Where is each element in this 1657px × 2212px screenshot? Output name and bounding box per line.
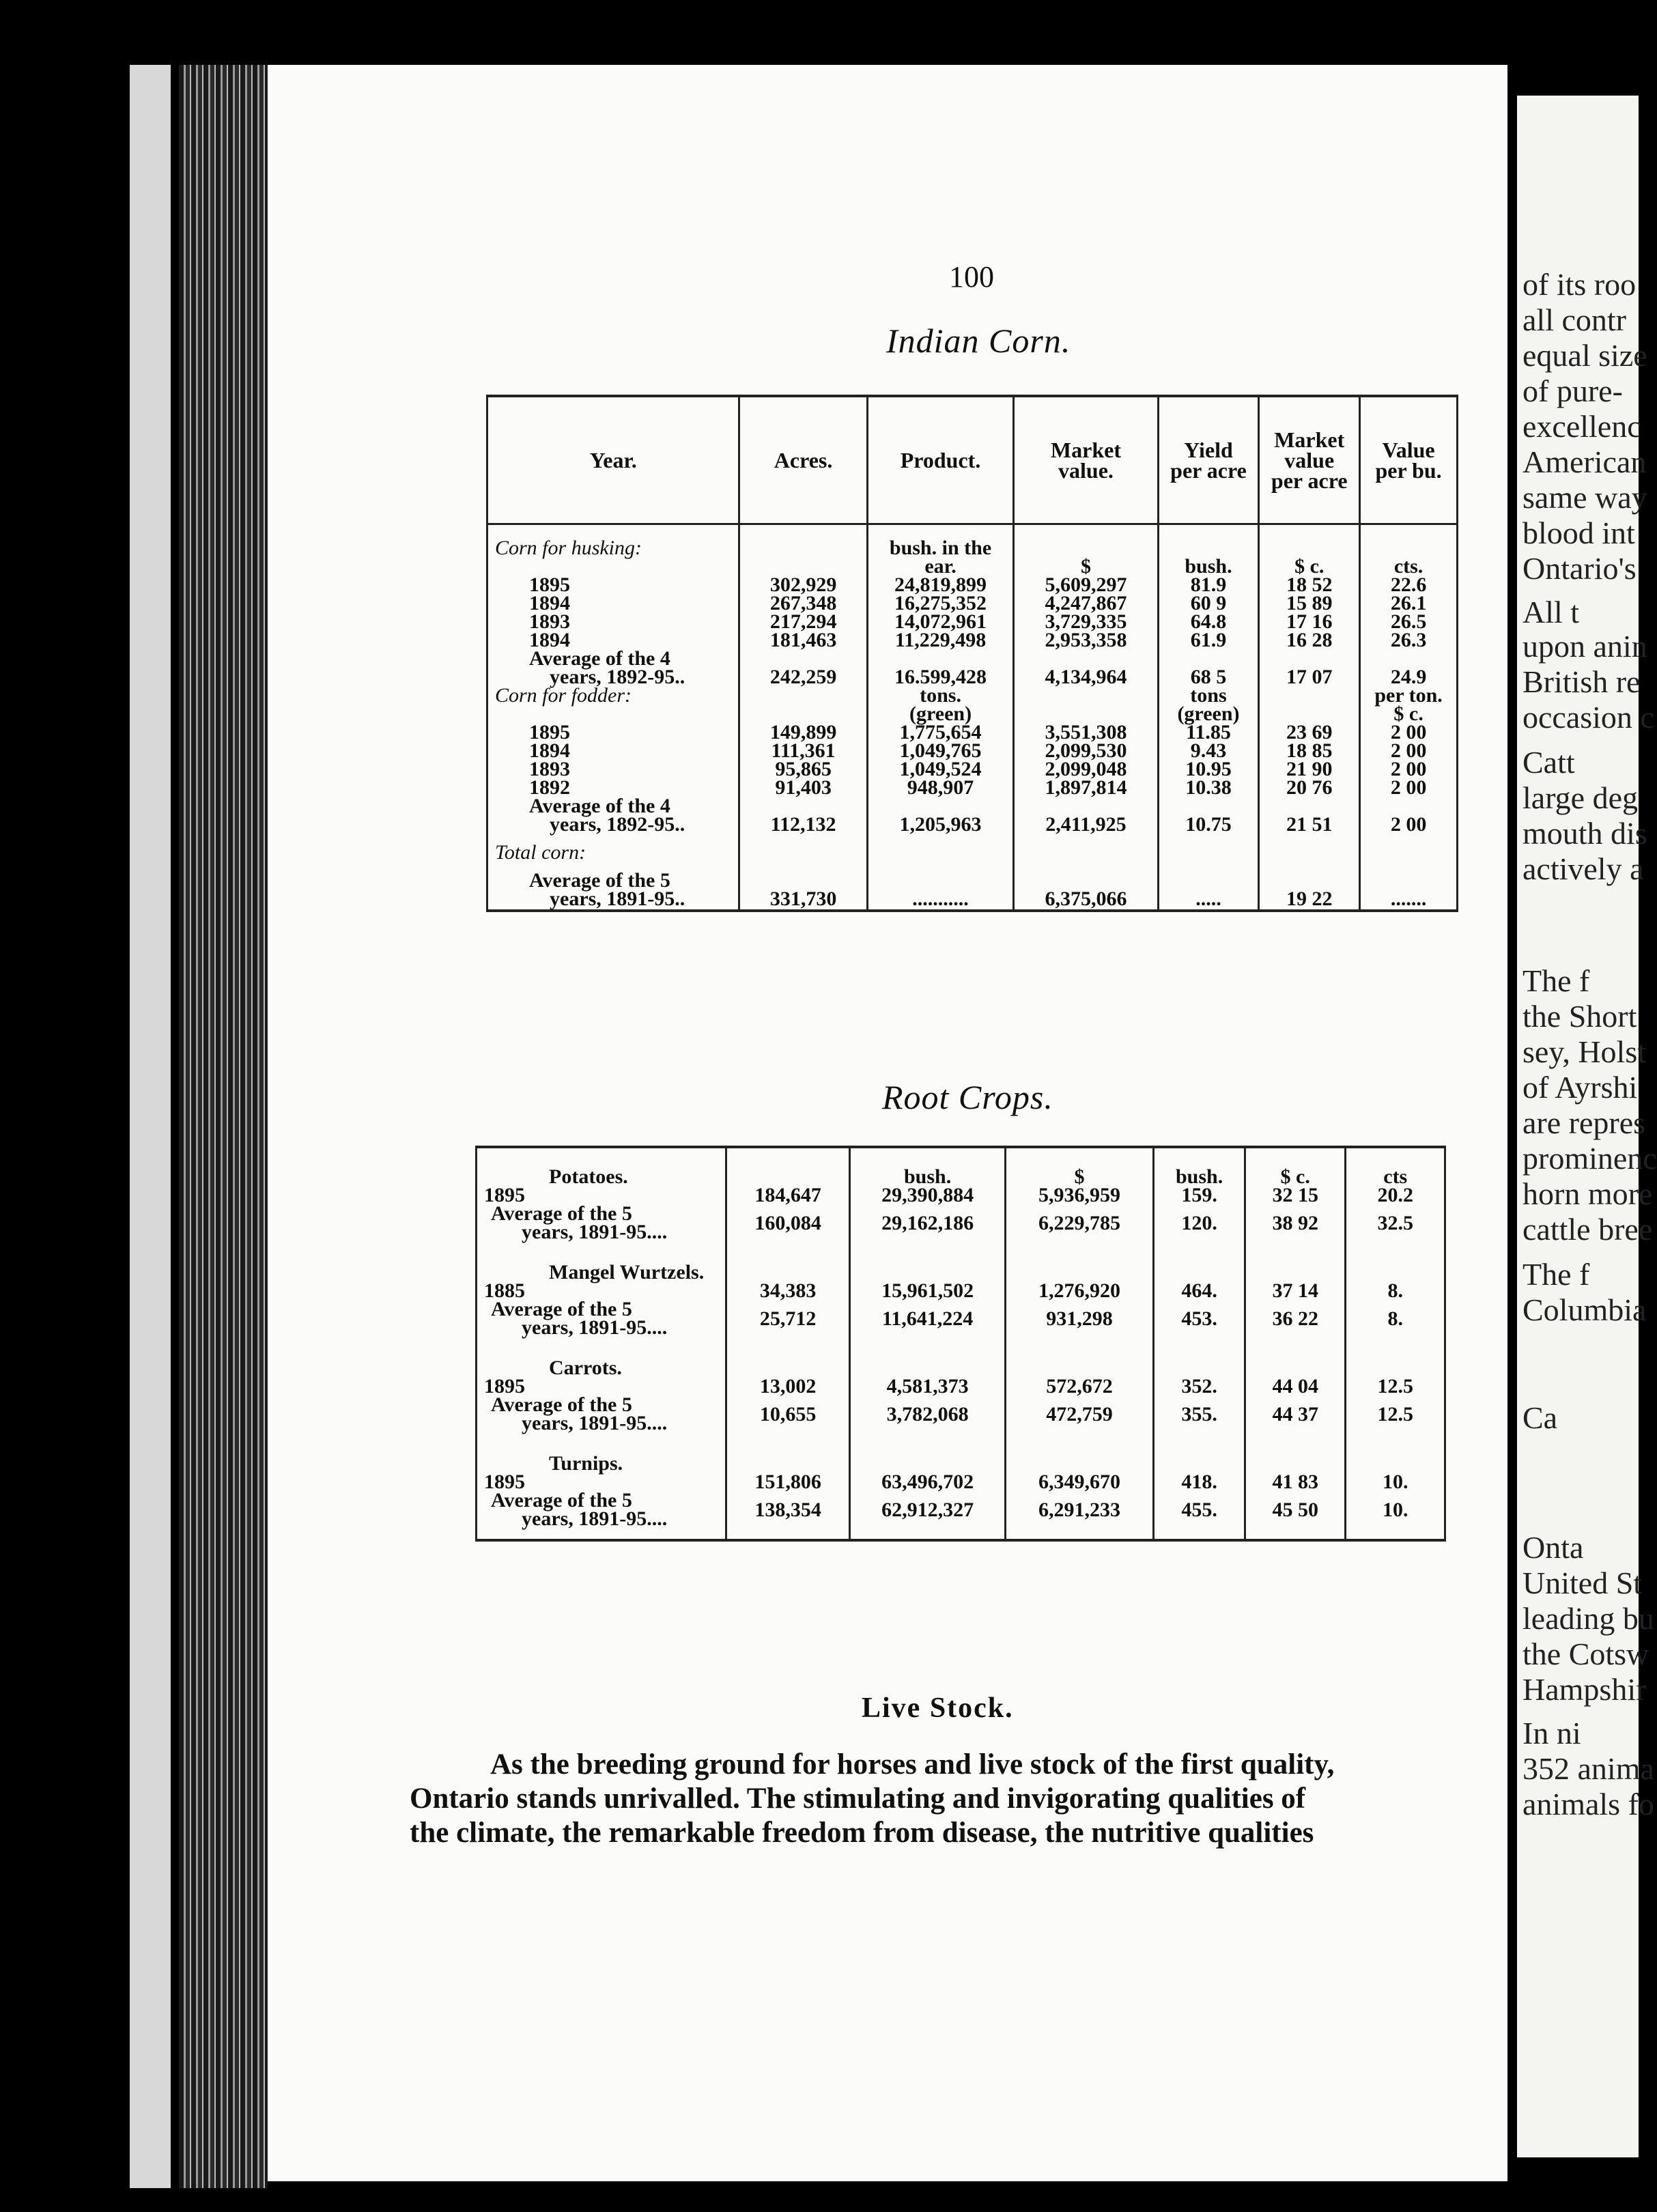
cell-value: 11.85	[1186, 721, 1231, 743]
cell-value: 352.	[1181, 1375, 1217, 1398]
cell-value: 111,361	[771, 739, 836, 762]
vpb-cell	[1346, 1443, 1445, 1540]
vpb-cell	[1346, 1147, 1445, 1252]
cell-value: 159.	[1181, 1184, 1217, 1206]
cell-value: 10.38	[1185, 776, 1232, 799]
acres-column	[739, 524, 867, 911]
unit-label: bush. in the ear.	[889, 537, 992, 578]
cell-value: 29,390,884	[881, 1184, 974, 1206]
market-cell	[1005, 1147, 1153, 1252]
cell-value: 151,806	[754, 1471, 821, 1493]
avg-label: Average of the 5	[491, 1393, 632, 1416]
cell-value: 112,132	[770, 813, 836, 836]
cell-value: 1,276,920	[1038, 1279, 1121, 1302]
avg-label: Average of the 4	[529, 647, 670, 670]
unit-label: $ c.	[1280, 1165, 1310, 1188]
product-cell	[850, 1147, 1005, 1252]
col-market-value-per-acre: Market value per acre	[1259, 396, 1360, 524]
cell-value: 120.	[1181, 1212, 1217, 1234]
acres-cell	[726, 1443, 850, 1540]
year-label: 1894	[529, 592, 570, 614]
cell-value: 45 50	[1272, 1499, 1318, 1521]
facing-page-text: sey, Holst	[1523, 1034, 1647, 1069]
cell-value: .......	[1390, 888, 1427, 910]
acres-cell	[726, 1252, 850, 1348]
market-value-column	[1014, 524, 1158, 911]
cell-value: 14,072,961	[894, 610, 987, 633]
cell-value: 1,049,524	[899, 758, 982, 780]
year-label: 1895	[484, 1471, 525, 1493]
facing-page-text: cattle bree	[1523, 1212, 1653, 1247]
cell-value: 29,162,186	[881, 1212, 974, 1234]
facing-page-text: prominenc	[1523, 1141, 1657, 1176]
facing-page	[1517, 96, 1657, 2157]
market-cell	[1005, 1252, 1153, 1348]
cell-value: 4,134,964	[1045, 666, 1127, 688]
cell-value: 472,759	[1046, 1403, 1113, 1426]
cell-value: 44 37	[1272, 1403, 1318, 1426]
unit-label: bush.	[903, 1165, 952, 1188]
cell-value: 1,775,654	[899, 721, 982, 743]
unit-label: $ c.	[1294, 555, 1325, 578]
crop-group-row	[477, 1443, 1445, 1540]
cell-value: 44 04	[1272, 1375, 1318, 1398]
cell-value: 18 52	[1286, 573, 1333, 596]
vpb-cell	[1346, 1252, 1445, 1348]
cell-value: 464.	[1181, 1279, 1217, 1302]
cell-value: 21 51	[1286, 813, 1333, 836]
cell-value: 32 15	[1272, 1184, 1318, 1206]
facing-page-text: blood int	[1523, 515, 1635, 550]
facing-page-text: Ontario's	[1523, 551, 1637, 586]
cell-value: 15 89	[1286, 592, 1333, 614]
cell-value: 20 76	[1286, 776, 1333, 799]
cell-value: 3,729,335	[1045, 610, 1127, 633]
facing-page-text: all contr	[1523, 302, 1626, 337]
vpb-cell	[1346, 1348, 1445, 1443]
cell-value: 217,294	[769, 610, 837, 633]
paragraph-line: Ontario stands unrivalled. The stimulating and invigorating qualities of	[410, 1783, 1306, 1815]
cell-value: 21 90	[1286, 758, 1333, 780]
yield-column	[1158, 524, 1259, 911]
product-cell	[850, 1348, 1005, 1443]
cell-value: 138,354	[754, 1499, 821, 1521]
avg-label: years, 1891-95....	[522, 1221, 668, 1243]
indian-corn-title: Indian Corn.	[886, 322, 1071, 360]
year-label: 1893	[529, 758, 570, 780]
cell-value: 1,049,765	[899, 739, 982, 762]
cell-value: 17 16	[1286, 610, 1333, 633]
unit-label: tons	[1190, 684, 1227, 707]
year-label: 1895	[484, 1184, 525, 1206]
cell-value: 19 22	[1286, 888, 1333, 910]
cell-value: 6,375,066	[1045, 888, 1127, 910]
unit-label: per ton.	[1374, 684, 1443, 707]
book-edge	[130, 65, 171, 2188]
year-label: 1892	[529, 776, 570, 799]
col-year: Year.	[487, 396, 739, 524]
cell-value: 95,865	[775, 758, 832, 780]
cell-value: 2,411,925	[1045, 813, 1127, 836]
product-column	[867, 524, 1013, 911]
cell-value: 26.3	[1390, 629, 1427, 651]
cell-value: 5,936,959	[1038, 1184, 1121, 1206]
cell-value: 1,897,814	[1045, 776, 1127, 799]
cell-value: 331,730	[769, 888, 837, 910]
market-value-per-acre-column	[1259, 524, 1360, 911]
cell-value: 60 9	[1190, 592, 1227, 614]
value-per-bu-column	[1360, 524, 1458, 911]
cell-value: 10.	[1382, 1499, 1408, 1521]
cell-value: 81.9	[1190, 573, 1227, 596]
unit-label: (green)	[1177, 703, 1240, 725]
facing-page-text: American	[1523, 444, 1647, 479]
cell-value: 16.599,428	[894, 666, 987, 688]
facing-page-text: large deg	[1523, 780, 1639, 815]
cell-value: 11,641,224	[881, 1307, 974, 1330]
facing-page-text: of pure-	[1523, 373, 1623, 408]
facing-page-text: horn more	[1523, 1176, 1653, 1211]
unit-label: $	[1080, 555, 1091, 578]
cell-value: 2 00	[1390, 721, 1427, 743]
facing-page-text: In ni	[1523, 1716, 1581, 1750]
table-body	[487, 524, 1458, 911]
cell-value: 2 00	[1390, 813, 1427, 836]
market-cell	[1005, 1443, 1153, 1540]
cell-value: 10.	[1382, 1471, 1408, 1493]
facing-page-text: are repres	[1523, 1105, 1646, 1140]
facing-page-text: United St	[1523, 1565, 1643, 1600]
avg-label: years, 1891-95....	[522, 1412, 668, 1434]
cell-value: 160,084	[754, 1212, 821, 1234]
facing-page-text: All t	[1523, 595, 1580, 629]
avg-label: Average of the 5	[491, 1202, 632, 1225]
cell-value: 1,205,963	[899, 813, 982, 836]
cell-value: 26.1	[1390, 592, 1427, 614]
avg-label: years, 1891-95..	[550, 888, 685, 910]
cell-value: 149,899	[769, 721, 837, 743]
cell-value: 10.75	[1185, 813, 1232, 836]
unit-label: bush.	[1185, 555, 1232, 578]
cell-value: 948,907	[907, 776, 974, 799]
cell-value: 5,609,297	[1045, 573, 1127, 596]
cell-value: 68 5	[1190, 666, 1227, 688]
year-column	[487, 524, 739, 911]
facing-page-text: animals fo	[1523, 1787, 1654, 1821]
book-gutter	[179, 65, 268, 2188]
facing-page-text: same way	[1523, 480, 1647, 515]
crop-label-cell	[477, 1147, 726, 1252]
cell-value: 12.5	[1377, 1375, 1413, 1398]
cell-value: 8.	[1387, 1307, 1403, 1330]
cell-value: 2 00	[1390, 739, 1427, 762]
cell-value: 10,655	[759, 1403, 817, 1426]
crop-label-cell	[477, 1252, 726, 1348]
avg-label: years, 1891-95....	[522, 1316, 668, 1339]
cell-value: 572,672	[1046, 1375, 1113, 1398]
crop-name: Mangel Wurtzels.	[549, 1261, 705, 1284]
cell-value: 16,275,352	[894, 592, 987, 614]
year-label: 1894	[529, 629, 570, 651]
cell-value: ...........	[912, 888, 969, 910]
year-label: 1895	[529, 721, 570, 743]
cell-value: 91,403	[775, 776, 832, 799]
total-label: Total corn:	[495, 841, 586, 864]
facing-page-text: British re	[1523, 664, 1641, 699]
avg-label: years, 1892-95..	[550, 666, 685, 688]
husking-label: Corn for husking:	[495, 537, 642, 559]
cell-value: 63,496,702	[881, 1471, 974, 1493]
facing-page-text: Catt	[1523, 745, 1575, 780]
yield-cell	[1154, 1252, 1245, 1348]
facing-page-text: The f	[1523, 963, 1590, 998]
unit-label: (green)	[909, 703, 972, 725]
page	[268, 65, 1507, 2181]
col-product: Product.	[867, 396, 1013, 524]
cell-value: 242,259	[769, 666, 837, 688]
crop-group-row	[477, 1147, 1445, 1252]
header-row	[487, 396, 1458, 524]
product-cell	[850, 1252, 1005, 1348]
facing-page-text: 352 anima	[1523, 1751, 1654, 1786]
acres-cell	[726, 1147, 850, 1252]
yield-cell	[1154, 1443, 1245, 1540]
acres-cell	[726, 1348, 850, 1443]
facing-page-text: Columbia	[1523, 1292, 1647, 1327]
cell-value: 418.	[1181, 1471, 1217, 1493]
cell-value: 6,229,785	[1038, 1212, 1121, 1234]
yield-cell	[1154, 1348, 1245, 1443]
cell-value: 3,782,068	[886, 1403, 969, 1426]
fodder-label: Corn for fodder:	[495, 684, 632, 707]
col-yield: Yield per acre	[1158, 396, 1259, 524]
avg-label: Average of the 5	[491, 1298, 632, 1320]
avg-label: years, 1892-95..	[550, 813, 685, 836]
unit-label: $	[1074, 1165, 1085, 1188]
live-stock-paragraph	[410, 1748, 1475, 1850]
facing-page-text: The f	[1523, 1257, 1590, 1292]
cell-value: 2,099,530	[1045, 739, 1127, 762]
cell-value: 2,099,048	[1045, 758, 1127, 780]
mvpa-cell	[1245, 1147, 1346, 1252]
unit-label: bush.	[1175, 1165, 1223, 1188]
cell-value: 64.8	[1190, 610, 1227, 633]
cell-value: 302,929	[769, 573, 837, 596]
unit-label: cts.	[1393, 555, 1424, 578]
crop-label-cell	[477, 1443, 726, 1540]
cell-value: 17 07	[1286, 666, 1333, 688]
indian-corn-table	[486, 395, 1458, 912]
root-crops-table	[475, 1146, 1446, 1542]
cell-value: 2,953,358	[1045, 629, 1127, 651]
cell-value: 36 22	[1272, 1307, 1318, 1330]
cell-value: 6,291,233	[1038, 1499, 1121, 1521]
facing-page-text: Ca	[1523, 1400, 1558, 1435]
mvpa-cell	[1245, 1348, 1346, 1443]
cell-value: 455.	[1181, 1499, 1217, 1521]
unit-label: $ c.	[1393, 703, 1424, 725]
facing-page-text: Hampshir	[1523, 1672, 1647, 1707]
live-stock-title: Live Stock.	[862, 1692, 1014, 1724]
cell-value: .....	[1195, 888, 1221, 910]
cell-value: 8.	[1387, 1279, 1403, 1302]
year-label: 1894	[529, 739, 570, 762]
cell-value: 2 00	[1390, 776, 1427, 799]
cell-value: 4,581,373	[886, 1375, 969, 1398]
cell-value: 12.5	[1377, 1403, 1413, 1426]
mvpa-cell	[1245, 1252, 1346, 1348]
cell-value: 15,961,502	[881, 1279, 974, 1302]
cell-value: 13,002	[759, 1375, 817, 1398]
cell-value: 24.9	[1390, 666, 1427, 688]
crop-name: Carrots.	[549, 1357, 622, 1379]
facing-page-text: mouth dis	[1523, 816, 1647, 851]
cell-value: 4,247,867	[1045, 592, 1127, 614]
crop-group-row	[477, 1252, 1445, 1348]
cell-value: 6,349,670	[1038, 1471, 1121, 1493]
year-label: 1885	[484, 1279, 525, 1302]
paragraph-line: As the breeding ground for horses and live stock of the first quality,	[490, 1748, 1335, 1781]
cell-value: 26.5	[1390, 610, 1427, 633]
cell-value: 18 85	[1286, 739, 1333, 762]
cell-value: 267,348	[769, 592, 837, 614]
year-label: 1893	[529, 610, 570, 633]
facing-page-text: equal size	[1523, 338, 1647, 373]
cell-value: 22.6	[1390, 573, 1427, 596]
col-acres: Acres.	[739, 396, 867, 524]
crop-label-cell	[477, 1348, 726, 1443]
year-label: 1895	[529, 573, 570, 596]
cell-value: 453.	[1181, 1307, 1217, 1330]
unit-label: tons.	[920, 684, 961, 707]
root-crops-title: Root Crops.	[882, 1078, 1053, 1116]
cell-value: 9.43	[1190, 739, 1227, 762]
col-value-per-bu: Value per bu.	[1360, 396, 1458, 524]
product-cell	[850, 1443, 1005, 1540]
cell-value: 10.95	[1185, 758, 1232, 780]
cell-value: 3,551,308	[1045, 721, 1127, 743]
facing-page-text: actively a	[1523, 851, 1644, 886]
facing-page-text: the Cotsw	[1523, 1636, 1649, 1671]
cell-value: 61.9	[1190, 629, 1227, 651]
facing-page-text: leading bu	[1523, 1601, 1654, 1636]
facing-page-text: excellenc	[1523, 409, 1641, 444]
cell-value: 931,298	[1046, 1307, 1113, 1330]
cell-value: 38 92	[1272, 1212, 1318, 1234]
col-market-value: Market value.	[1014, 396, 1158, 524]
unit-label: cts	[1383, 1165, 1408, 1188]
facing-page-text: of its roo	[1523, 267, 1637, 302]
cell-value: 34,383	[759, 1279, 817, 1302]
cell-value: 23 69	[1286, 721, 1333, 743]
facing-page-text: Onta	[1523, 1530, 1584, 1565]
cell-value: 41 83	[1272, 1471, 1318, 1493]
root-crops-body	[477, 1147, 1445, 1540]
cell-value: 11,229,498	[894, 629, 987, 651]
facing-page-text: the Short	[1523, 999, 1637, 1034]
facing-page-text: of Ayrshi	[1523, 1070, 1638, 1105]
paragraph-line: the climate, the remarkable freedom from disease, the nutritive qualities	[410, 1817, 1314, 1849]
cell-value: 20.2	[1377, 1184, 1413, 1206]
facing-page-text: upon anin	[1523, 629, 1647, 664]
crop-name: Turnips.	[549, 1452, 623, 1475]
crop-name: Potatoes.	[549, 1165, 628, 1188]
avg-label: years, 1891-95....	[522, 1507, 668, 1530]
cell-value: 25,712	[759, 1307, 817, 1330]
avg-label: Average of the 5	[529, 869, 670, 892]
cell-value: 62,912,327	[881, 1499, 974, 1521]
page-number: 100	[949, 260, 994, 294]
cell-value: 355.	[1181, 1403, 1217, 1426]
crop-group-row	[477, 1348, 1445, 1443]
year-label: 1895	[484, 1375, 525, 1398]
mvpa-cell	[1245, 1443, 1346, 1540]
cell-value: 184,647	[754, 1184, 821, 1206]
yield-cell	[1154, 1147, 1245, 1252]
cell-value: 37 14	[1272, 1279, 1318, 1302]
cell-value: 2 00	[1390, 758, 1427, 780]
cell-value: 32.5	[1377, 1212, 1413, 1234]
avg-label: Average of the 4	[529, 795, 670, 817]
cell-value: 181,463	[769, 629, 837, 651]
cell-value: 24,819,899	[894, 573, 987, 596]
cell-value: 16 28	[1286, 629, 1333, 651]
facing-page-text: occasion c	[1523, 700, 1654, 735]
market-cell	[1005, 1348, 1153, 1443]
avg-label: Average of the 5	[491, 1489, 632, 1512]
